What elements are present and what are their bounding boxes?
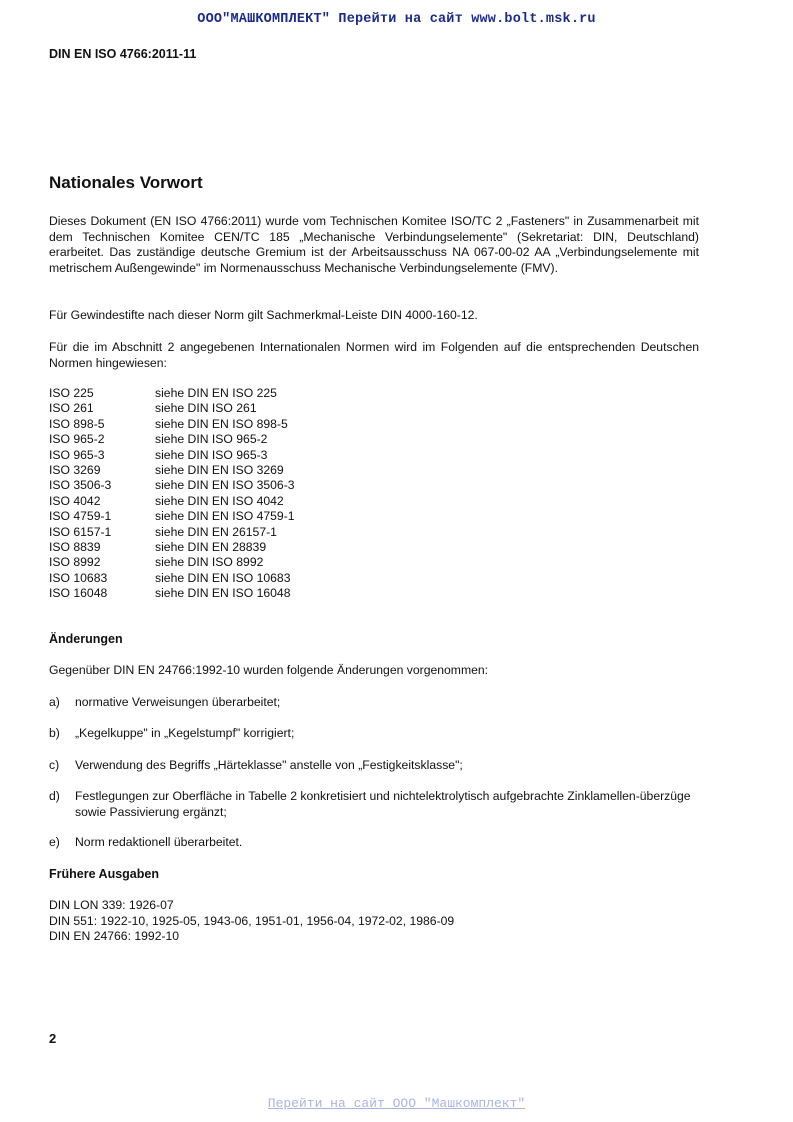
change-text: Norm redaktionell überarbeitet. [75,835,243,849]
intro-paragraph: Dieses Dokument (EN ISO 4766:2011) wurde vom Technischen Komitee ISO/TC 2 „Fasteners" in Zusammenarbeit mit dem Technischen Komitee CEN/TC 185 „Mechanische Verbindungselemente" (Sekretariat: DIN, Deutschland) erarbeitet. Das zuständige deutsche Gremium ist der Arbeitsausschuss NA 067-00-02 AA „Verbindungselemente mit metrischem Außengewinde" im Normenausschuss Mechanische Verbindungselemente (FMV). [49,214,699,275]
reference-row [49,448,295,463]
iso-ref: ISO 3269 [49,463,101,478]
iso-ref: ISO 6157-1 [49,524,112,539]
din-ref: siehe DIN EN ISO 3269 [155,463,284,478]
reference-row [49,555,295,570]
change-label: b) [49,726,60,740]
iso-ref: ISO 965-3 [49,447,105,462]
top-site-link[interactable]: ООО"МАШКОМПЛЕКТ" Перейти на сайт www.bolt.msk.ru [197,12,596,27]
din-ref: siehe DIN ISO 965-3 [155,447,268,462]
document-id: DIN EN ISO 4766:2011-11 [49,47,197,61]
iso-ref: ISO 3506-3 [49,478,112,493]
iso-ref: ISO 898-5 [49,416,105,431]
changes-heading: Änderungen [49,632,123,646]
iso-ref: ISO 10683 [49,570,108,585]
din-ref: siehe DIN EN ISO 225 [155,386,277,400]
change-item [49,695,699,711]
din-ref: siehe DIN ISO 965-2 [155,432,268,447]
reference-row [49,494,295,509]
iso-ref: ISO 16048 [49,586,108,601]
previous-editions-heading: Frühere Ausgaben [49,867,159,881]
reference-row [49,463,295,478]
change-item [49,758,699,774]
change-label: a) [49,695,60,709]
change-text: Verwendung des Begriffs „Härteklasse" anstelle von „Festigkeitsklasse"; [75,758,463,772]
din-ref: siehe DIN EN ISO 4042 [155,493,284,508]
iso-ref: ISO 225 [49,386,94,400]
din-ref: siehe DIN EN ISO 3506-3 [155,478,295,493]
iso-ref: ISO 261 [49,401,94,416]
previous-editions-list [49,898,454,945]
page-number: 2 [49,1031,57,1046]
sachmerkmal-paragraph: Für Gewindestifte nach dieser Norm gilt Sachmerkmal-Leiste DIN 4000-160-12. [49,308,478,322]
change-label: c) [49,758,60,772]
change-text: normative Verweisungen überarbeitet; [75,695,281,709]
changes-intro: Gegenüber DIN EN 24766:1992-10 wurden folgende Änderungen vorgenommen: [49,663,489,677]
reference-row [49,509,295,524]
reference-row [49,432,295,447]
reference-list [49,386,295,602]
change-item [49,789,699,820]
reference-row [49,571,295,586]
previous-edition-line: DIN 551: 1922-10, 1925-05, 1943-06, 1951-01, 1956-04, 1972-02, 1986-09 [49,913,455,928]
din-ref: siehe DIN ISO 8992 [155,555,264,570]
reference-row [49,417,295,432]
din-ref: siehe DIN EN ISO 10683 [155,570,291,585]
change-text: „Kegelkuppe" in „Kegelstumpf" korrigiert; [75,726,295,740]
change-label: d) [49,789,60,803]
din-ref: siehe DIN EN ISO 898-5 [155,416,288,431]
iso-ref: ISO 8839 [49,540,101,555]
references-intro-paragraph: Für die im Abschnitt 2 angegebenen Internationalen Normen wird im Folgenden auf die entsprechenden Deutschen Normen hingewiesen: [49,340,699,370]
iso-ref: ISO 965-2 [49,432,105,447]
reference-row [49,401,295,416]
reference-row [49,478,295,493]
din-ref: siehe DIN EN ISO 16048 [155,586,291,601]
change-item [49,835,699,851]
iso-ref: ISO 4759-1 [49,509,112,524]
previous-edition-line: DIN EN 24766: 1992-10 [49,929,180,943]
din-ref: siehe DIN EN ISO 4759-1 [155,509,295,524]
change-item [49,726,699,742]
page-title: Nationales Vorwort [49,173,203,192]
reference-row [49,386,295,401]
change-text: Festlegungen zur Oberfläche in Tabelle 2 konkretisiert und nichtelektrolytisch aufgebrachte Zinklamellen-überzüge sowie Passivierung ergänzt; [75,789,691,819]
reference-row [49,586,295,601]
change-label: e) [49,835,60,849]
din-ref: siehe DIN EN 26157-1 [155,524,277,539]
previous-edition-line: DIN LON 339: 1926-07 [49,898,174,912]
din-ref: siehe DIN EN 28839 [155,540,267,555]
bottom-site-link[interactable]: Перейти на сайт ООО "Машкомплект" [267,1096,526,1111]
iso-ref: ISO 4042 [49,493,101,508]
reference-row [49,525,295,540]
reference-row [49,540,295,555]
iso-ref: ISO 8992 [49,555,101,570]
din-ref: siehe DIN ISO 261 [155,401,257,416]
